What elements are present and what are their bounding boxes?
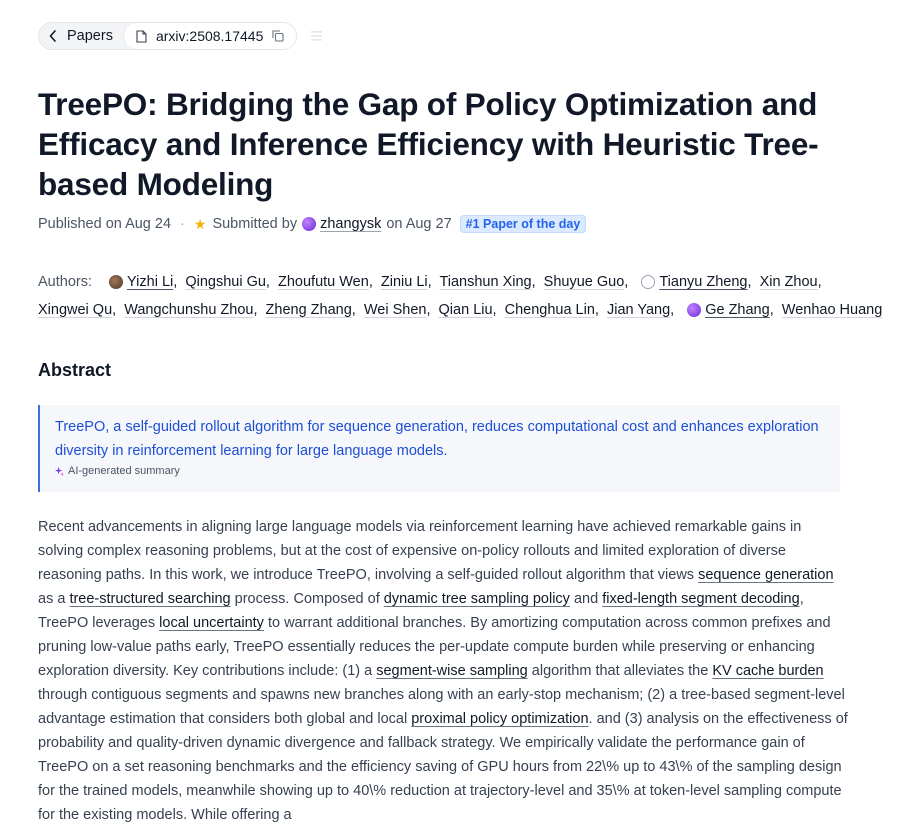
- submitted-date: on Aug 27: [386, 216, 452, 232]
- menu-icon[interactable]: [311, 31, 322, 41]
- abstract-text: process. Composed of: [230, 591, 384, 607]
- abstract-heading: Abstract: [38, 360, 112, 380]
- paper-of-the-day-badge[interactable]: #1 Paper of the day: [460, 215, 587, 233]
- author[interactable]: Xin Zhou,: [759, 274, 822, 290]
- author[interactable]: Qingshui Gu,: [185, 274, 270, 290]
- top-bar: [38, 22, 322, 50]
- back-to-papers-link[interactable]: [49, 28, 123, 44]
- file-icon: [136, 30, 147, 43]
- submitter-avatar[interactable]: [302, 217, 316, 231]
- ai-summary-text: TreePO, a self-guided rollout algorithm for sequence generation, reduces computational cost and enhances exploration diversity in reinforcement learning for large language models.: [55, 419, 819, 459]
- abstract-text: . and (3) analysis on the effectiveness of probability and quality-driven dynamic divergence and fallback strategy. We empirically validate the performance gain of TreePO on a set reasoning benchmarks and the efficiency saving of GPU hours from 22\% up to 43\% of the sampling design for the trained models, meanwhile showing up to 40\% reduction at trajectory-level and 35\% at token-level sampling compute for the existing models. While offering a: [38, 711, 848, 823]
- abstract-text: algorithm that alleviates the: [527, 663, 713, 679]
- author-avatar: [687, 303, 701, 317]
- author[interactable]: Chenghua Lin,: [504, 302, 599, 318]
- keyword-link[interactable]: sequence generation: [698, 567, 834, 583]
- author[interactable]: Yizhi Li,: [104, 274, 177, 290]
- author[interactable]: Zhoufutu Wen,: [277, 274, 373, 290]
- keyword-link[interactable]: proximal policy optimization: [411, 711, 589, 727]
- paper-meta: [38, 215, 586, 233]
- abstract-text: to warrant additional branches. By amortizing computation across common prefixes and pruning low-value paths early, TreePO essentially reduces the per-update compute burden while preserving or enhancing exploration diversity. Key contributions include: (1) a: [38, 615, 831, 679]
- breadcrumb: [38, 22, 297, 50]
- keyword-link[interactable]: tree-structured searching: [69, 591, 231, 607]
- keyword-link[interactable]: segment-wise sampling: [376, 663, 528, 679]
- author[interactable]: Wenhao Huang: [781, 302, 883, 318]
- keyword-link[interactable]: fixed-length segment decoding: [602, 591, 800, 607]
- abstract-text: , TreePO leverages: [38, 591, 804, 631]
- sparkle-icon: [55, 467, 64, 476]
- separator-dot: ·: [180, 216, 185, 232]
- star-icon: ★: [193, 215, 207, 232]
- authors-list: [38, 268, 898, 324]
- keyword-link[interactable]: local uncertainty: [159, 615, 264, 631]
- author[interactable]: Tianshun Xing,: [439, 274, 536, 290]
- author[interactable]: Ziniu Li,: [380, 274, 432, 290]
- abstract-body: [38, 515, 848, 827]
- author[interactable]: Zheng Zhang,: [265, 302, 356, 318]
- paper-title: TreePO: Bridging the Gap of Policy Optimization and Efficacy and Inference Efficiency with Heuristic Tree-based Modeling: [38, 86, 819, 202]
- keyword-link[interactable]: dynamic tree sampling policy: [383, 591, 570, 607]
- abstract-text: and: [569, 591, 603, 607]
- author[interactable]: Xingwei Qu,: [38, 302, 117, 318]
- author[interactable]: Wei Shen,: [363, 302, 431, 318]
- submitted-by-label: Submitted by: [212, 216, 298, 232]
- author[interactable]: Shuyue Guo,: [543, 274, 629, 290]
- ai-summary-note: [55, 465, 826, 477]
- abstract-text: as a: [38, 591, 70, 607]
- ai-summary-box: [38, 405, 840, 492]
- published-date: Published on Aug 24: [38, 216, 172, 232]
- arxiv-id: arxiv:2508.17445: [155, 28, 264, 44]
- ai-summary-note-label: AI-generated summary: [68, 465, 180, 477]
- author-avatar: [109, 275, 123, 289]
- submitter-link[interactable]: zhangysk: [320, 216, 382, 232]
- author-avatar: [641, 275, 655, 289]
- author[interactable]: Qian Liu,: [438, 302, 497, 318]
- abstract-text: through contiguous segments and spawns new branches along with an early-stop mechanism; (2) a tree-based segment-level advantage estimation that considers both global and local: [38, 687, 845, 727]
- author[interactable]: Wangchunshu Zhou,: [124, 302, 258, 318]
- chevron-left-icon: [49, 30, 57, 42]
- authors-label: Authors:: [38, 274, 92, 290]
- arxiv-id-chip[interactable]: [123, 23, 296, 49]
- author[interactable]: Ge Zhang,: [682, 302, 774, 318]
- keyword-link[interactable]: KV cache burden: [712, 663, 824, 679]
- copy-icon[interactable]: [272, 30, 284, 42]
- author[interactable]: Jian Yang,: [606, 302, 675, 318]
- abstract-text: Recent advancements in aligning large language models via reinforcement learning have achieved remarkable gains in solving complex reasoning problems, but at the cost of expensive on-policy rollouts and limited exploration of diverse reasoning paths. In this work, we introduce TreePO, involving a self-guided rollout algorithm that views: [38, 519, 802, 583]
- back-link-label: Papers: [67, 28, 113, 44]
- author[interactable]: Tianyu Zheng,: [636, 274, 751, 290]
